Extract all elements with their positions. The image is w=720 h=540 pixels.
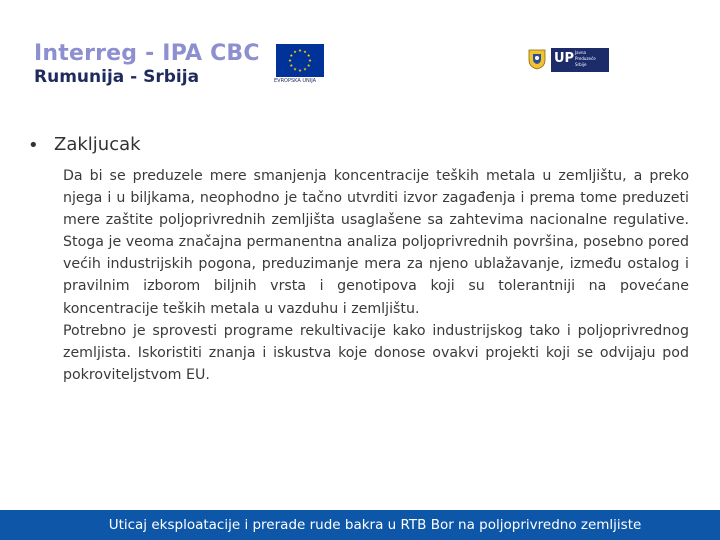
footer-text: Uticaj eksploatacije i prerade rude bakra u RTB Bor na poljoprivredno zemljiste [108, 517, 642, 533]
paragraph-2: Potrebno je sprovesti programe rekultivacije kako industrijskog tako i poljoprivrednog zemljista. Iskoristiti znanja i iskustva koje donose ovakvi projekti koji se odvijaju pod pokroviteljstvom EU. [63, 322, 689, 383]
bullet-heading: Zakljucak [54, 134, 141, 155]
eu-caption: EVROPSKA UNIJA [274, 78, 317, 84]
logo-subtitle: Rumunija - Srbija [34, 67, 200, 87]
university-crest-icon [527, 48, 547, 70]
up-logo-text: Javna Preduzeće Srbije [575, 50, 596, 67]
partner-logos [527, 46, 617, 76]
paragraph-1: Da bi se preduzele mere smanjenja koncentracije teških metala u zemljištu, a preko njega i u biljkama, neophodno je tačno utvrditi izvor zagađenja i prema tome preduzeti mere zaštite poljoprivrednih zemljišta usaglašene sa zahtevima nacionalne regulative. Stoga je veoma značajna permanentna analiza poljoprivrednih površina, posebno pored većih industrijskih pogona, preduzimanje mera za njeno ublažavanje, između ostalog i pravilnim izborom biljnih vrsta i genotipova koji su tolerantniji na povećane koncentracije teških metala u vazduhu i zemljištu. [63, 168, 689, 317]
eu-flag-icon [276, 44, 324, 77]
body-text [63, 165, 689, 386]
interreg-logo [34, 40, 334, 95]
footer-bar [0, 510, 720, 540]
bullet-dot-icon: • [28, 134, 39, 156]
up-logo-icon [551, 48, 609, 72]
bullet-item [28, 132, 141, 158]
up-logo-mark: UP [554, 51, 575, 66]
logo-title: Interreg - IPA CBC [34, 41, 260, 66]
